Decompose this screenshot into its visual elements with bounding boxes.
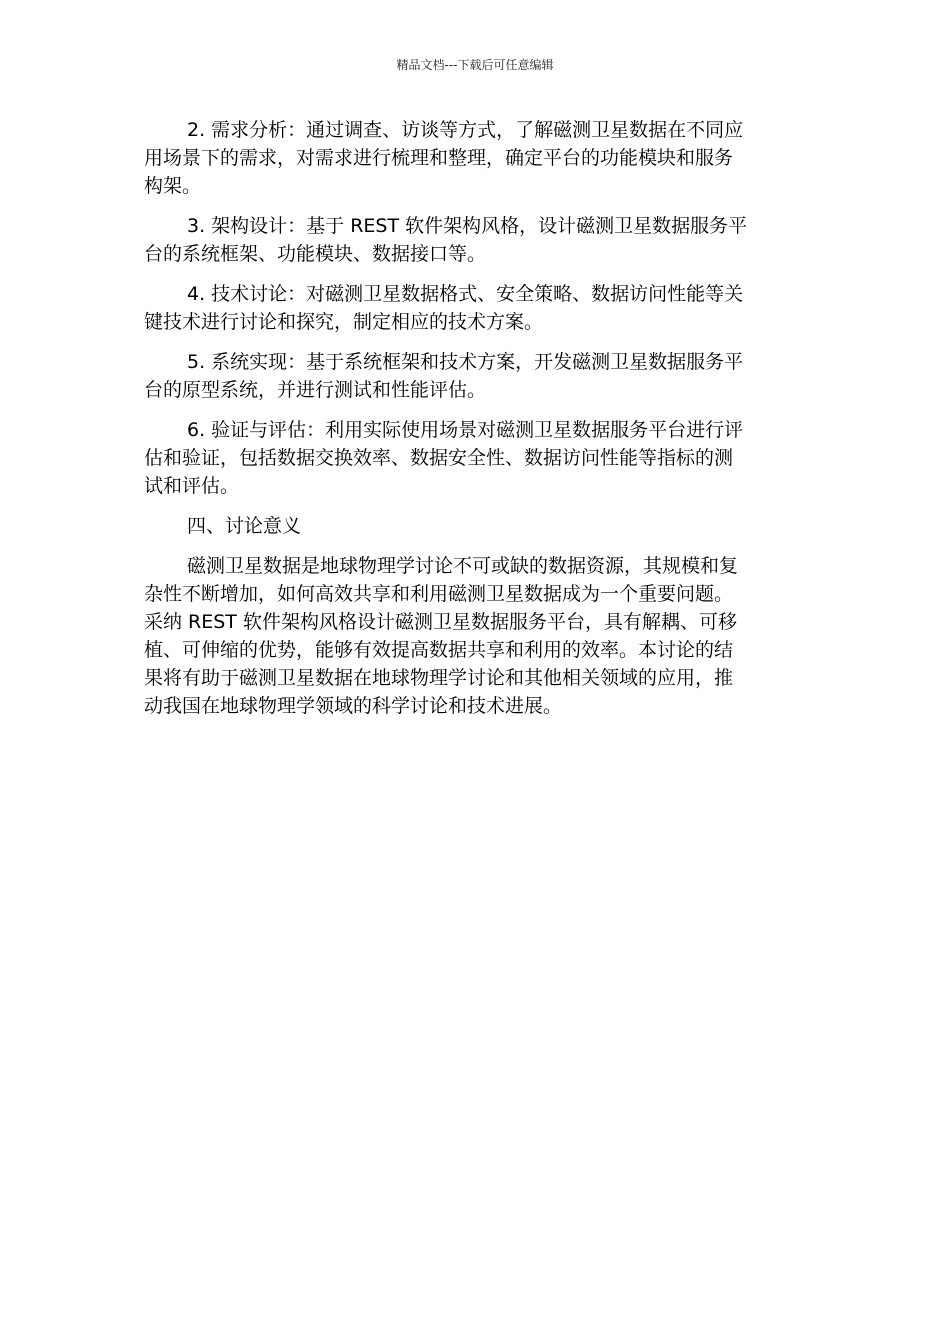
text-line: 用场景下的需求，对需求进行梳理和整理，确定平台的功能模块和服务 (144, 147, 734, 169)
text-line: 采纳 REST 软件架构风格设计磁测卫星数据服务平台，具有解耦、可移 (144, 611, 737, 633)
text-line: 果将有助于磁测卫星数据在地球物理学讨论和其他相关领域的应用，推 (144, 667, 734, 689)
text-line: 植、可伸缩的优势，能够有效提高数据共享和利用的效率。本讨论的结 (144, 639, 734, 661)
text-line: 构架。 (144, 175, 202, 197)
text-line: 磁测卫星数据是地球物理学讨论不可或缺的数据资源，其规模和复 (187, 555, 739, 577)
heading-line: 四、讨论意义 (187, 515, 302, 537)
page-header: 精品文档---下载后可任意编辑 (396, 58, 554, 72)
text-line: 杂性不断增加，如何高效共享和利用磁测卫星数据成为一个重要问题。 (144, 583, 734, 605)
text-line: 键技术进行讨论和探究，制定相应的技术方案。 (144, 311, 544, 333)
text-line: 台的系统框架、功能模块、数据接口等。 (144, 243, 487, 265)
document-body (144, 116, 800, 732)
section-heading-significance (144, 512, 800, 540)
text-line: 3. 架构设计：基于 REST 软件架构风格，设计磁测卫星数据服务平 (187, 215, 748, 237)
text-line: 5. 系统实现：基于系统框架和技术方案，开发磁测卫星数据服务平 (187, 351, 744, 373)
paragraph-significance (144, 552, 800, 720)
text-line: 4. 技术讨论：对磁测卫星数据格式、安全策略、数据访问性能等关 (187, 283, 744, 305)
paragraph-technical-discussion (144, 280, 800, 336)
text-line: 试和评估。 (144, 475, 240, 497)
text-line: 估和验证，包括数据交换效率、数据安全性、数据访问性能等指标的测 (144, 447, 734, 469)
paragraph-validation-evaluation (144, 416, 800, 500)
paragraph-architecture-design (144, 212, 800, 268)
text-line: 动我国在地球物理学领域的科学讨论和技术进展。 (144, 695, 563, 717)
paragraph-system-implementation (144, 348, 800, 404)
paragraph-requirements-analysis (144, 116, 800, 200)
text-line: 6. 验证与评估：利用实际使用场景对磁测卫星数据服务平台进行评 (187, 419, 744, 441)
text-line: 2. 需求分析：通过调查、访谈等方式，了解磁测卫星数据在不同应 (187, 119, 744, 141)
text-line: 台的原型系统，并进行测试和性能评估。 (144, 379, 487, 401)
